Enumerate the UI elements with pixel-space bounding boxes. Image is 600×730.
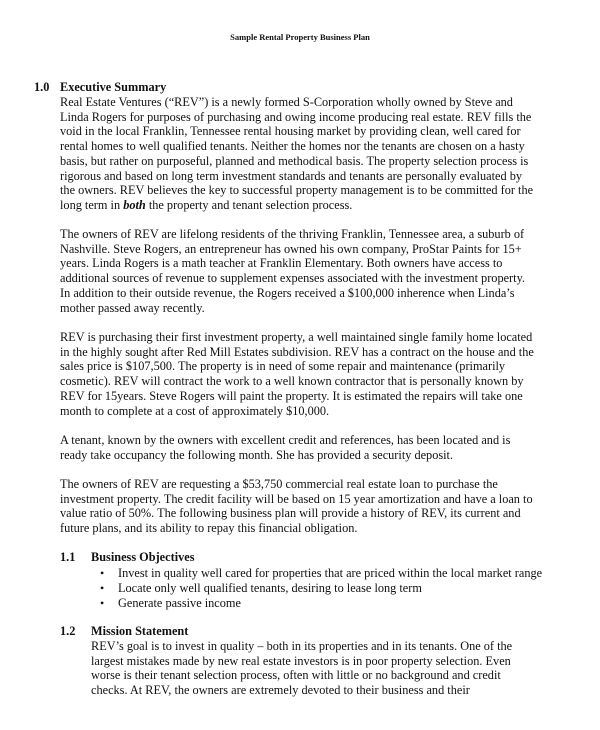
document-title: Sample Rental Property Business Plan xyxy=(230,32,370,42)
list-item-text: Invest in quality well cared for properties that are priced within the local market range xyxy=(118,566,543,580)
text-fragment: the property and tenant selection process. xyxy=(145,197,353,212)
text-line: Real Estate Ventures (“REV”) is a newly formed S-Corporation wholly owned by Steve and xyxy=(60,95,513,109)
text-line: The owners of REV are lifelong residents of the thriving Franklin, Tennessee area, a suburb of xyxy=(60,227,525,241)
text-line: REV’s goal is to invest in quality – both in its properties and in its tenants. One of the xyxy=(91,639,513,653)
text-line: years. Linda Rogers is a math teacher at Franklin Elementary. Both owners have access to xyxy=(60,256,503,271)
text-line: A tenant, known by the owners with excellent credit and references, has been located and is xyxy=(60,433,511,447)
text-fragment: long term in xyxy=(60,197,124,212)
text-line: REV for 15years. Steve Rogers will paint the property. It is estimated the repairs will take one xyxy=(60,388,523,403)
text-line: checks. At REV, the owners are extremely devoted to their business and their xyxy=(91,683,470,698)
bullet-icon: • xyxy=(100,566,105,580)
bullet-icon: • xyxy=(100,596,105,610)
text-line: additional sources of revenue to supplement expenses associated with the investment property. xyxy=(60,271,525,286)
text-line: cosmetic). REV will contract the work to a well known contractor that is personally known by xyxy=(60,374,524,389)
list-item-text: Generate passive income xyxy=(118,596,241,610)
text-line: Nashville. Steve Rogers, an entrepreneur has owned his own company, ProStar Paints for 15+ xyxy=(60,241,522,256)
text-line: Linda Rogers for purposes of purchasing and owing income producing real estate. REV fills the xyxy=(60,109,532,124)
text-line: value ratio of 50%. The following business plan will provide a history of REV, its current and xyxy=(60,506,521,521)
text-line: basis, but rather on purposeful, planned and methodical basis. The property selection process is xyxy=(60,153,529,168)
text-line xyxy=(60,198,352,213)
section-number-1-1: 1.1 xyxy=(60,550,76,564)
section-number-1-2: 1.2 xyxy=(60,624,76,638)
bullet-icon: • xyxy=(100,581,105,595)
text-line: rental homes to well qualified tenants. Neither the homes nor the tenants are chosen on a hasty xyxy=(60,139,525,154)
section-number-1-0: 1.0 xyxy=(34,80,50,94)
text-line: REV is purchasing their first investment property, a well maintained single family home located xyxy=(60,330,533,344)
text-line: rigorous and based on long term investment standards and tenants are personally evaluated by xyxy=(60,168,523,183)
text-line: ready take occupancy the following month. She has provided a security deposit. xyxy=(60,447,454,462)
section-heading-business-objectives: Business Objectives xyxy=(91,550,195,564)
section-heading-mission-statement: Mission Statement xyxy=(91,624,189,638)
text-line: largest mistakes made by new real estate investors is in poor property selection. Even xyxy=(91,653,511,668)
text-line: In addition to their outside revenue, the Rogers received a $100,000 inherence when Linda’s xyxy=(60,285,515,300)
text-line: void in the local Franklin, Tennessee rental housing market by providing clean, well cared for xyxy=(60,124,521,139)
text-line: mother passed away recently. xyxy=(60,300,205,315)
text-line: in the highly sought after Red Mill Estates subdivision. REV has a contract on the house and the xyxy=(60,344,534,359)
list-item-text: Locate only well qualified tenants, desiring to lease long term xyxy=(118,581,422,595)
text-line: month to complete at a cost of approximately $10,000. xyxy=(60,403,330,418)
text-line: investment property. The credit facility will be based on 15 year amortization and have a loan to xyxy=(60,491,533,506)
emphasis-both: both xyxy=(123,197,146,212)
text-line: sales price is $107,500. The property is in need of some repair and maintenance (primarily xyxy=(60,359,506,374)
text-line: worse is their tenant selection process, often with little or no background and credit xyxy=(91,668,501,683)
section-heading-executive-summary: Executive Summary xyxy=(60,80,167,94)
text-line: the owners. REV believes the key to successful property management is to be committed for the xyxy=(60,183,534,198)
text-line: future plans, and its ability to repay this financial obligation. xyxy=(60,521,358,536)
text-line: The owners of REV are requesting a $53,750 commercial real estate loan to purchase the xyxy=(60,477,498,491)
